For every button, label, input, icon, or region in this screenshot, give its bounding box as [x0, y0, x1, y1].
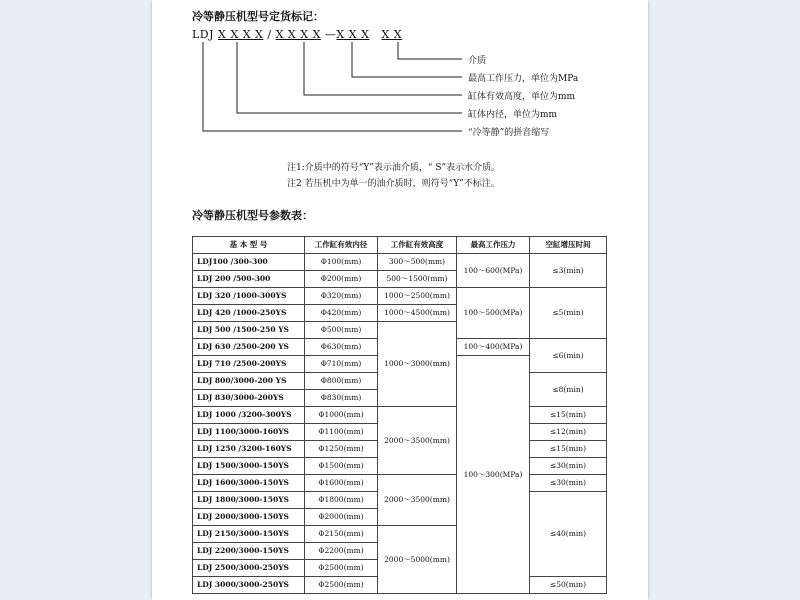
diameter-cell: Φ1250(mm): [305, 441, 378, 458]
time-cell: ≤30(min): [530, 475, 607, 492]
model-cell: LDJ 200 /500-300: [193, 271, 305, 288]
diameter-cell: Φ2150(mm): [305, 526, 378, 543]
diameter-cell: Φ710(mm): [305, 356, 378, 373]
diameter-cell: Φ200(mm): [305, 271, 378, 288]
model-cell: LDJ 1250 /3200-160YS: [193, 441, 305, 458]
model-cell: LDJ100 /300-300: [193, 254, 305, 271]
code-height-group: X X X X: [275, 28, 321, 41]
code-prefix: LDJ: [192, 28, 215, 41]
diameter-cell: Φ1600(mm): [305, 475, 378, 492]
diameter-cell: Φ420(mm): [305, 305, 378, 322]
table-row: [193, 254, 607, 271]
order-code-heading: 冷等静压机型号定货标记：: [192, 10, 324, 23]
header-pressure: 最高工作压力: [457, 237, 530, 254]
model-cell: LDJ 830/3000-200YS: [193, 390, 305, 407]
code-dash: —: [324, 28, 337, 41]
spec-table: [192, 236, 607, 594]
pressure-cell: 100～300(MPa): [457, 356, 530, 594]
legend-medium: 介质: [468, 56, 487, 66]
height-cell: 300～500(mm): [378, 254, 457, 271]
height-cell: 500～1500(mm): [378, 271, 457, 288]
time-cell: ≤3(min): [530, 254, 607, 288]
table-header-row: [193, 237, 607, 254]
model-cell: LDJ 1500/3000-150YS: [193, 458, 305, 475]
legend-cylinder-height: 缸体有效高度，单位为mm: [468, 92, 576, 102]
height-cell: 1000～3000(mm): [378, 322, 457, 407]
code-diameter-group: X X X X: [218, 28, 264, 41]
model-cell: LDJ 2150/3000-150YS: [193, 526, 305, 543]
time-cell: ≤5(min): [530, 288, 607, 339]
time-cell: ≤50(min): [530, 577, 607, 594]
time-cell: ≤40(min): [530, 492, 607, 577]
model-cell: LDJ 630 /2500-200 YS: [193, 339, 305, 356]
model-cell: LDJ 2200/3000-150YS: [193, 543, 305, 560]
diameter-cell: Φ800(mm): [305, 373, 378, 390]
model-cell: LDJ 320 /1000-300YS: [193, 288, 305, 305]
model-cell: LDJ 1100/3000-160YS: [193, 424, 305, 441]
note-2: 注2 若压机中为单一的油介质时，则符号“Y”不标注。: [287, 179, 500, 189]
height-cell: 2000～3500(mm): [378, 407, 457, 475]
model-cell: LDJ 500 /1500-250 YS: [193, 322, 305, 339]
model-cell: LDJ 800/3000-200 YS: [193, 373, 305, 390]
diameter-cell: Φ2200(mm): [305, 543, 378, 560]
code-medium-group: X X: [381, 28, 403, 41]
diameter-cell: Φ630(mm): [305, 339, 378, 356]
diameter-cell: Φ1500(mm): [305, 458, 378, 475]
model-cell: LDJ 1800/3000-150YS: [193, 492, 305, 509]
time-cell: ≤12(min): [530, 424, 607, 441]
height-cell: 2000～5000(mm): [378, 526, 457, 594]
header-diameter: 工作缸有效内径: [305, 237, 378, 254]
header-model: 基 本 型 号: [193, 237, 305, 254]
diameter-cell: Φ100(mm): [305, 254, 378, 271]
model-cell: LDJ 710 /2500-200YS: [193, 356, 305, 373]
diameter-cell: Φ1000(mm): [305, 407, 378, 424]
diameter-cell: Φ500(mm): [305, 322, 378, 339]
pressure-cell: 100～400(MPa): [457, 339, 530, 356]
table-row: [193, 407, 607, 424]
spec-table-heading: 冷等静压机型号参数表：: [192, 209, 313, 222]
diameter-cell: Φ830(mm): [305, 390, 378, 407]
height-cell: 2000～3500(mm): [378, 475, 457, 526]
model-cell: LDJ 1000 /3200-300YS: [193, 407, 305, 424]
table-row: [193, 288, 607, 305]
header-height: 工作缸有效高度: [378, 237, 457, 254]
code-slash: /: [267, 28, 272, 41]
table-row: [193, 475, 607, 492]
time-cell: ≤8(min): [530, 373, 607, 407]
diameter-cell: Φ320(mm): [305, 288, 378, 305]
height-cell: 1000～4500(mm): [378, 305, 457, 322]
pressure-cell: 100～600(MPa): [457, 254, 530, 288]
model-cell: LDJ 2500/3000-250YS: [193, 560, 305, 577]
pressure-cell: 100～500(MPa): [457, 288, 530, 339]
model-cell: LDJ 2000/3000-150YS: [193, 509, 305, 526]
time-cell: ≤30(min): [530, 458, 607, 475]
diameter-cell: Φ2500(mm): [305, 560, 378, 577]
model-cell: LDJ 1600/3000-150YS: [193, 475, 305, 492]
time-cell: ≤15(min): [530, 441, 607, 458]
model-cell: LDJ 420 /1000-250YS: [193, 305, 305, 322]
time-cell: ≤6(min): [530, 339, 607, 373]
height-cell: 1000～2500(mm): [378, 288, 457, 305]
code-pressure-group: X X X: [336, 28, 370, 41]
diameter-cell: Φ2500(mm): [305, 577, 378, 594]
legend-max-pressure: 最高工作压力，单位为MPa: [468, 74, 579, 84]
time-cell: ≤15(min): [530, 407, 607, 424]
model-cell: LDJ 3000/3000-250YS: [193, 577, 305, 594]
legend-pinyin-abbr: “冷等静”的拼音缩写: [468, 128, 550, 138]
diameter-cell: Φ1800(mm): [305, 492, 378, 509]
note-1: 注1:介质中的符号“Y”表示油介质，“ S”表示水介质。: [287, 163, 501, 173]
diameter-cell: Φ1100(mm): [305, 424, 378, 441]
diameter-cell: Φ2000(mm): [305, 509, 378, 526]
header-time: 空缸增压时间: [530, 237, 607, 254]
legend-cylinder-diameter: 缸体内径，单位为mm: [468, 110, 558, 120]
